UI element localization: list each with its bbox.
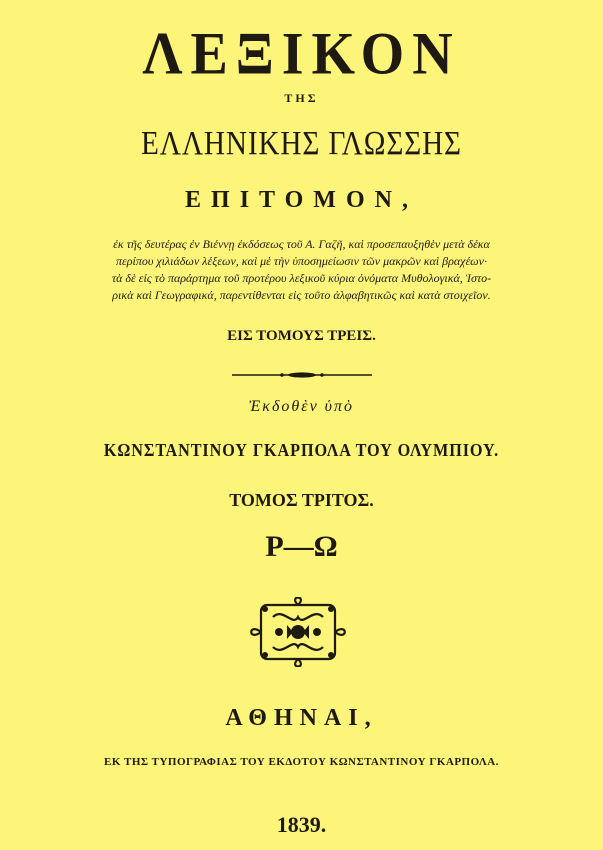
title-article: ΤΗΣ bbox=[284, 91, 319, 105]
description-line: περίπου χιλιάδων λέξεων, καὶ μὲ τὴν ὑποσημείωσιν τῶν μακρῶν καὶ βραχέων· bbox=[116, 254, 487, 268]
description-line: ρικὰ καὶ Γεωγραφικά, παρεντίθενται εἰς τοῦτο ἀλφαβητικῶς καὶ κατὰ στοιχεῖον. bbox=[112, 288, 491, 302]
book-title: ΛΕΞΙΚΟΝ bbox=[142, 20, 461, 88]
volume-number: ΤΟΜΟΣ ΤΡΙΤΟΣ. bbox=[229, 490, 374, 510]
description-line: τὰ δὲ εἰς τὸ παράρτημα τοῦ προτέρου λεξικοῦ κύρια ὀνόματα Μυθολογικά, Ἱστο- bbox=[111, 271, 492, 285]
decorative-rule bbox=[232, 372, 372, 378]
author-name: ΚΩΝΣΤΑΝΤΙΝΟΥ ΓΚΑΡΠΟΛΑ ΤΟΥ ΟΛΥΜΠΙΟΥ. bbox=[103, 440, 500, 460]
book-subtitle: ΕΛΛΗΝΙΚΗΣ ΓΛΩΣΣΗΣ bbox=[141, 125, 462, 162]
edited-by-label: Ἐκδοθὲν ὑπὸ bbox=[248, 398, 355, 415]
publication-year: 1839. bbox=[276, 812, 327, 837]
printers-ornament-icon bbox=[243, 597, 353, 667]
letter-range: Ρ—Ω bbox=[265, 530, 338, 563]
epitomon-heading: ΕΠΙΤΟΜΟΝ, bbox=[185, 187, 418, 213]
printer-line: ΕΚ ΤΗΣ ΤΥΠΟΓΡΑΦΙΑΣ ΤΟΥ ΕΚΔΟΤΟΥ ΚΩΝΣΤΑΝΤΙΝΟΥ ΓΚΑΡΠΟΛΑ. bbox=[104, 756, 499, 768]
city-name: ΑΘΗΝΑΙ, bbox=[225, 705, 378, 731]
description-line: ἐκ τῆς δευτέρας ἐν Βιέννῃ ἐκδόσεως τοῦ Α. Γαζῆ, καὶ προσεπαυξηθὲν μετὰ δέκα bbox=[113, 237, 490, 251]
volumes-note: ΕΙΣ ΤΟΜΟΥΣ ΤΡΕΙΣ. bbox=[227, 328, 376, 344]
